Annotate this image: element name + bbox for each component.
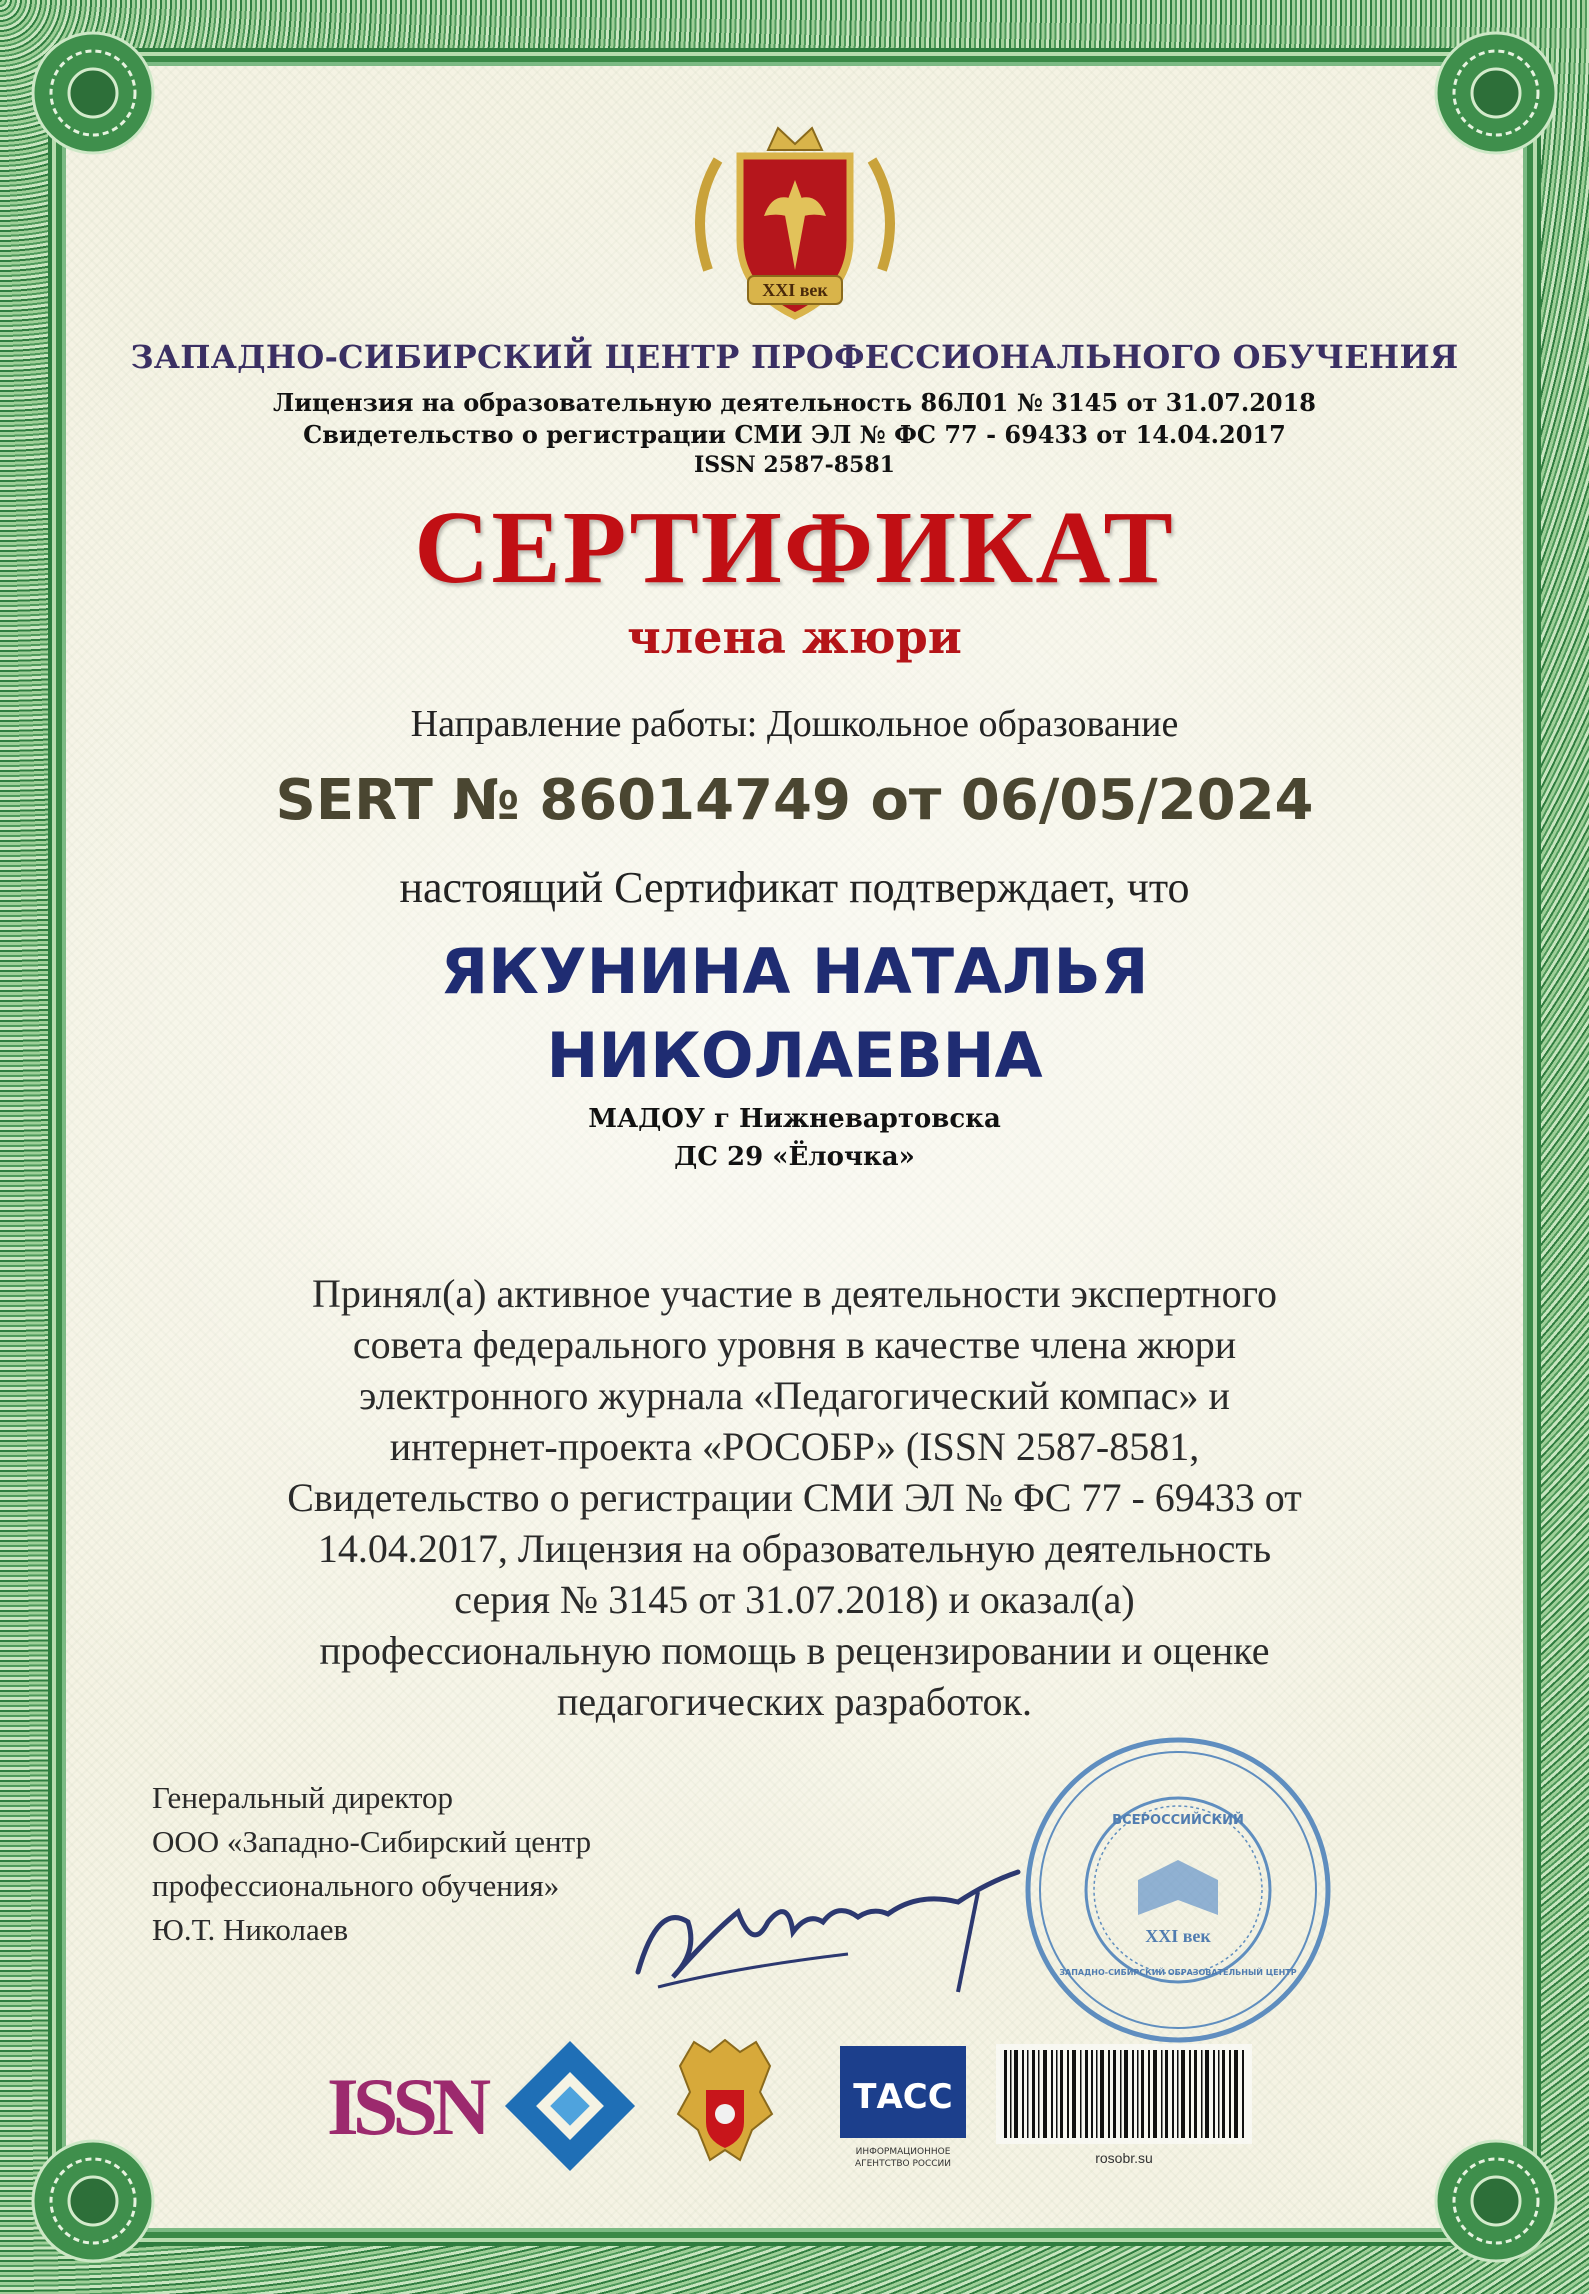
crest-text: XXI век bbox=[762, 280, 828, 300]
corner-rosette-icon bbox=[1421, 2126, 1571, 2276]
organization-name: ЗАПАДНО-СИБИРСКИЙ ЦЕНТР ПРОФЕССИОНАЛЬНОГО ОБУЧЕНИЯ bbox=[130, 338, 1459, 376]
barcode-icon bbox=[996, 2044, 1252, 2144]
recipient-name bbox=[0, 930, 1589, 1098]
recipient-institution bbox=[0, 1100, 1589, 1176]
signatory-name: Ю.Т. Николаев bbox=[152, 1912, 349, 1947]
tass-caption-line2: АГЕНТСТВО РОССИИ bbox=[854, 2159, 952, 2169]
confirmation-text: настоящий Сертификат подтверждает, что bbox=[399, 863, 1190, 912]
tass-logo-text: ТАСС bbox=[853, 2077, 953, 2117]
stamp-center-text: ЗАПАДНО-СИБИРСКИЙ ОБРАЗОВАТЕЛЬНЫЙ ЦЕНТР bbox=[1059, 1968, 1297, 1977]
recipient-name-line1: ЯКУНИНА НАТАЛЬЯ bbox=[440, 935, 1149, 1008]
body-line: совета федерального уровня в качестве члена жюри bbox=[352, 1322, 1237, 1367]
signatory-company-line1: ООО «Западно-Сибирский центр bbox=[152, 1824, 592, 1859]
body-line: серия № 3145 от 31.07.2018) и оказал(а) bbox=[454, 1577, 1135, 1622]
corner-rosette-icon bbox=[18, 18, 168, 168]
signature-icon bbox=[618, 1862, 1038, 2002]
certificate-number: SERT № 86014749 от 06/05/2024 bbox=[275, 768, 1314, 833]
stamp-top-text: ВСЕРОССИЙСКИЙ bbox=[1112, 1813, 1244, 1828]
work-direction: Направление работы: Дошкольное образование bbox=[410, 703, 1179, 745]
issn-logo-text: ISSN bbox=[326, 2061, 486, 2152]
body-line: 14.04.2017, Лицензия на образовательную деятельность bbox=[317, 1526, 1272, 1571]
body-line: интернет-проекта «РОСОБР» (ISSN 2587-8581, bbox=[389, 1424, 1200, 1469]
body-line: профессиональную помощь в рецензировании и оценке bbox=[319, 1628, 1270, 1673]
corner-rosette-icon bbox=[1421, 18, 1571, 168]
license-line: Лицензия на образовательную деятельность 86Л01 № 3145 от 31.07.2018 bbox=[273, 388, 1316, 417]
tass-caption-line1: ИНФОРМАЦИОННОЕ bbox=[855, 2147, 951, 2157]
certificate-subtitle: члена жюри bbox=[627, 610, 962, 664]
issn-line: ISSN 2587-8581 bbox=[694, 452, 895, 478]
corner-rosette-icon bbox=[18, 2126, 168, 2276]
registration-line: Свидетельство о регистрации СМИ ЭЛ № ФС 77 - 69433 от 14.04.2017 bbox=[303, 420, 1286, 449]
issn-logo-icon bbox=[326, 2054, 486, 2152]
institution-line1: МАДОУ г Нижневартовска bbox=[588, 1104, 1001, 1134]
body-line: электронного журнала «Педагогический компас» и bbox=[359, 1373, 1230, 1418]
institution-line2: ДС 29 «Ёлочка» bbox=[674, 1142, 915, 1172]
tass-logo-icon bbox=[834, 2036, 972, 2176]
site-caption: rosobr.su bbox=[1095, 2150, 1153, 2166]
round-stamp-icon bbox=[1018, 1730, 1338, 2050]
body-line: педагогических разработок. bbox=[557, 1679, 1032, 1724]
signatory-position: Генеральный директор bbox=[152, 1780, 453, 1815]
signatory-company-line2: профессионального обучения» bbox=[152, 1868, 560, 1903]
body-line: Свидетельство о регистрации СМИ ЭЛ № ФС 77 - 69433 от bbox=[287, 1475, 1302, 1520]
signatory-block bbox=[152, 1776, 591, 1952]
recipient-name-line2: НИКОЛАЕВНА bbox=[546, 1019, 1043, 1092]
body-line: Принял(а) активное участие в деятельности экспертного bbox=[312, 1271, 1277, 1316]
certificate-body bbox=[160, 1268, 1429, 1727]
crest-logo-icon bbox=[678, 120, 912, 330]
roskomnadzor-logo-icon bbox=[500, 2036, 640, 2176]
certificate-title: СЕРТИФИКАТ bbox=[414, 490, 1175, 605]
stamp-century-text: XXI век bbox=[1145, 1926, 1211, 1946]
coat-of-arms-icon bbox=[660, 2030, 790, 2180]
